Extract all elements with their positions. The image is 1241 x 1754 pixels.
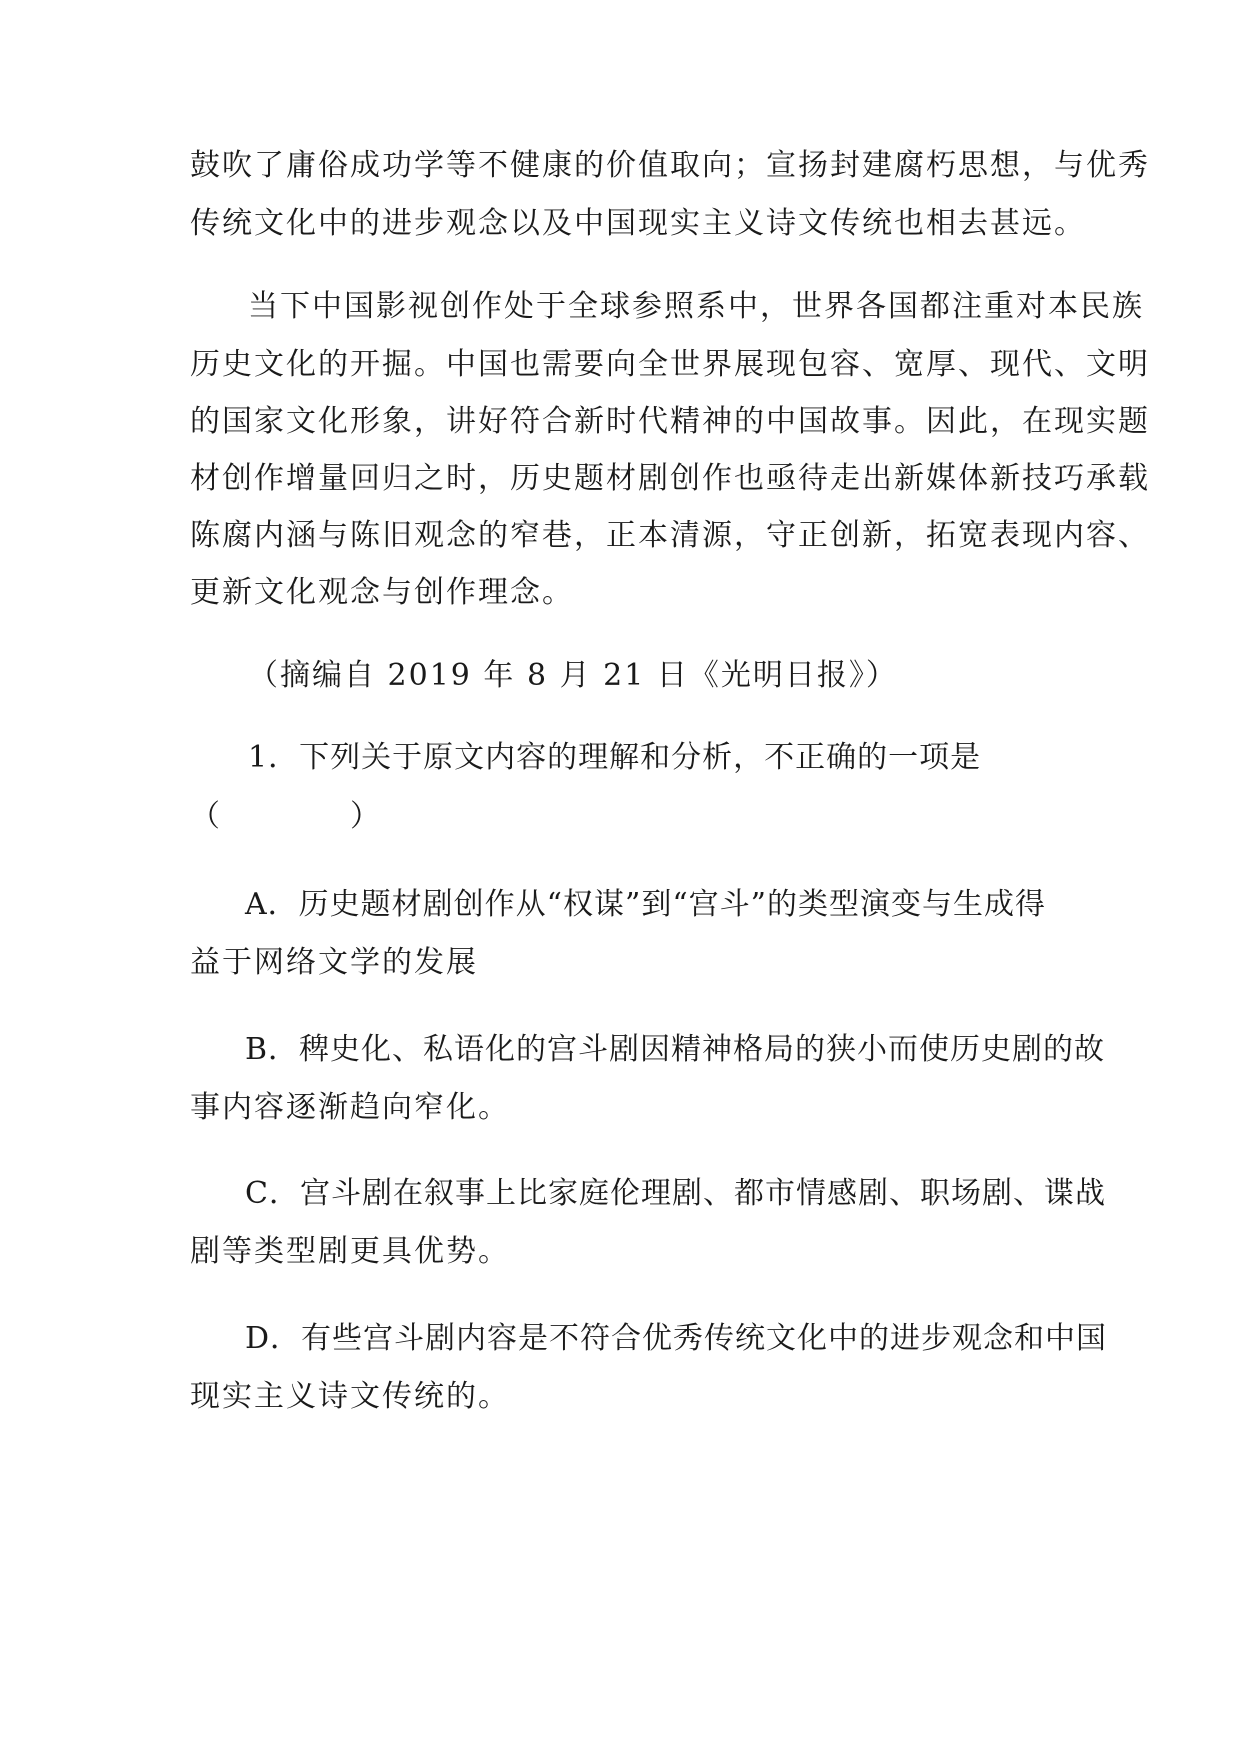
option-d-line-1: D．有些宫斗剧内容是不符合优秀传统文化中的进步观念和中国 (245, 1321, 1108, 1356)
paragraph-2-line-2: 历史文化的开掘。中国也需要向全世界展现包容、宽厚、现代、文明 (190, 347, 1150, 382)
option-c-line-2: 剧等类型剧更具优势。 (190, 1234, 510, 1269)
option-b-line-1: B．稗史化、私语化的宫斗剧因精神格局的狭小而使历史剧的故 (245, 1032, 1106, 1067)
option-a-line-2: 益于网络文学的发展 (190, 945, 478, 980)
option-d-line-2: 现实主义诗文传统的。 (190, 1379, 510, 1414)
paragraph-2-line-1: 当下中国影视创作处于全球参照系中，世界各国都注重对本民族 (248, 289, 1144, 324)
paragraph-1-line-1: 鼓吹了庸俗成功学等不健康的价值取向；宣扬封建腐朽思想，与优秀 (190, 148, 1150, 183)
option-c-line-1: C．宫斗剧在叙事上比家庭伦理剧、都市情感剧、职场剧、谍战 (245, 1176, 1106, 1211)
question-stem: 1．下列关于原文内容的理解和分析，不正确的一项是 (248, 740, 982, 775)
paragraph-2-line-6: 更新文化观念与创作理念。 (190, 575, 574, 610)
paragraph-1-line-2: 传统文化中的进步观念以及中国现实主义诗文传统也相去甚远。 (190, 206, 1086, 241)
option-b-line-2: 事内容逐渐趋向窄化。 (190, 1090, 510, 1125)
option-a-line-1: A．历史题材剧创作从“权谋”到“宫斗”的类型演变与生成得 (245, 887, 1047, 922)
paragraph-2-line-5: 陈腐内涵与陈旧观念的窄巷，正本清源，守正创新，拓宽表现内容、 (190, 518, 1150, 553)
source-citation: （摘编自 2019 年 8 月 21 日《光明日报》） (248, 658, 898, 693)
answer-blank: （ ） (190, 799, 382, 834)
paragraph-2-line-3: 的国家文化形象，讲好符合新时代精神的中国故事。因此，在现实题 (190, 404, 1150, 439)
paragraph-2-line-4: 材创作增量回归之时，历史题材剧创作也亟待走出新媒体新技巧承载 (190, 461, 1150, 496)
